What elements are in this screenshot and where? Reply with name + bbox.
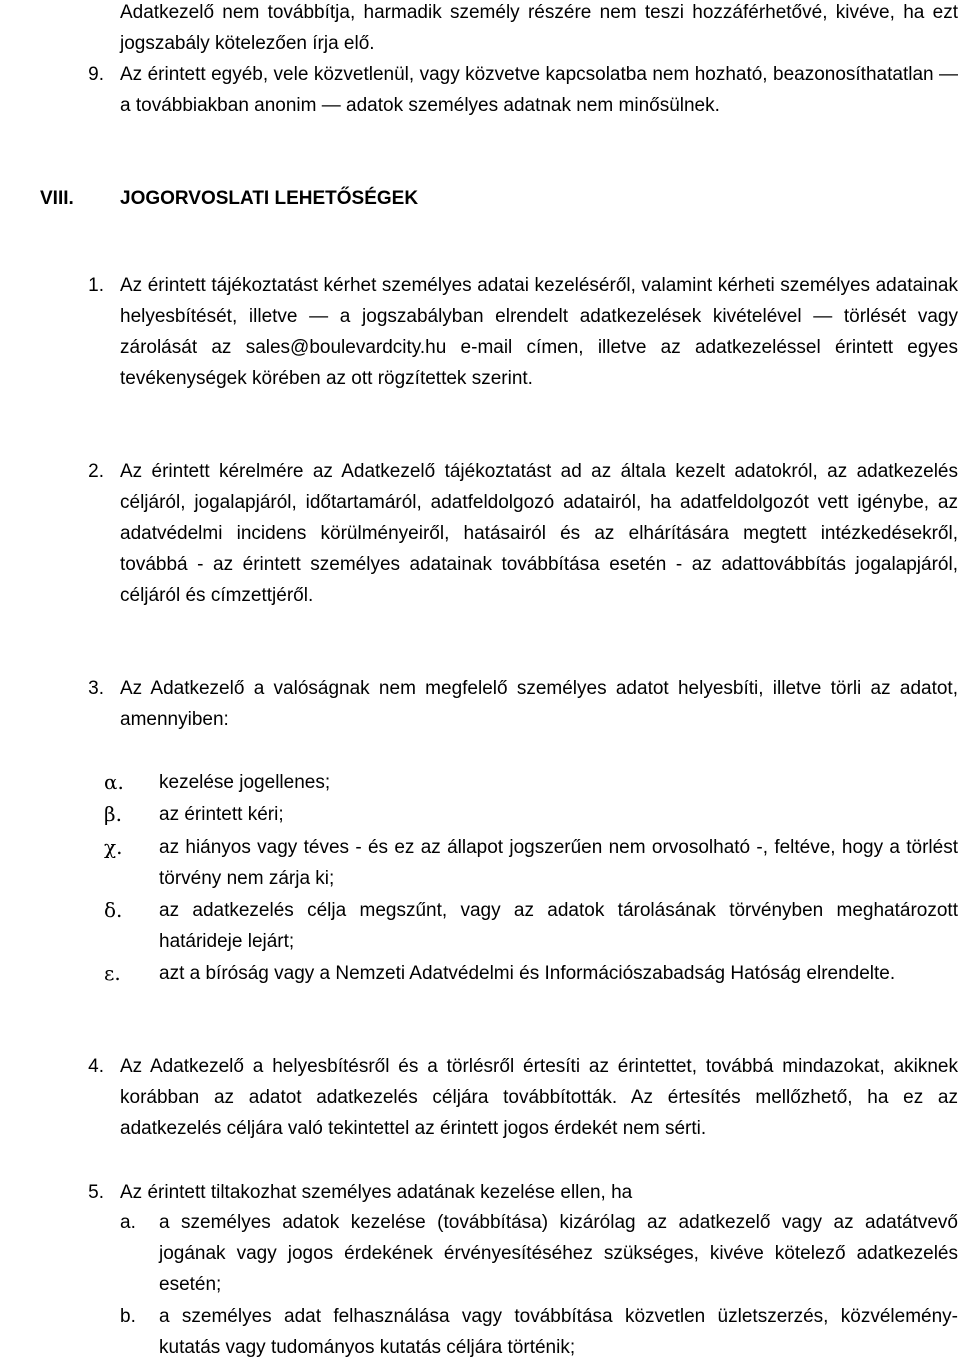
item-2-text: Az érintett kérelmére az Adatkezelő tájékoztatást ad az általa kezelt adatokról, az adatkezelés céljáról, jogalapjáról, időtartamáról, adatfeldolgozó adatairól, ha adatfeldolgozót vett igénybe, az adatvédelmi incidens körülményeiről, hatásairól és az elhárítására megtett intézkedésekről, továbbá - az érintett személyes adatainak továbbítása esetén - az adattovábbítás jogalapjáról, céljáról és címzettjéről. — [120, 461, 958, 606]
item-3-subitem-text: azt a bíróság vagy a Nemzeti Adatvédelmi és Információszabadság Hatóság elrendelte. — [159, 963, 896, 984]
item-9-text: Az érintett egyéb, vele közvetlenül, vagy közvetve kapcsolatba nem hozható, beazonosíthatatlan — a továbbiakban anonim — adatok személyes adatnak nem minősülnek. — [120, 64, 958, 116]
item-5-subitem-text: a személyes adatok kezelése (továbbítása) kizárólag az adatkezelő vagy az adatátvevő jogának vagy jogos érdekének érvényesítéséhez szükséges, kivéve kötelező adatkezelés esetén; — [159, 1212, 958, 1295]
item-5-subitem-marker: a. — [120, 1212, 136, 1233]
item-3-subitem-text: az érintett kéri; — [159, 804, 284, 825]
item-4-text: Az Adatkezelő a helyesbítésről és a törlésről értesíti az érintettet, továbbá mindazokat, akiknek korábban az adatot adatkezelés céljára továbbították. Az értesítés mellőzhető, ha ez az adatkezelés céljára való tekintettel az érintett jogos érdekét nem sérti. — [120, 1056, 958, 1139]
item-4-number: 4. — [88, 1056, 104, 1077]
item-3-subitem-marker: β. — [104, 802, 122, 826]
item-3-subitem-text: kezelése jogellenes; — [159, 772, 331, 793]
item-3-number: 3. — [88, 678, 104, 699]
intro-paragraph: Adatkezelő nem továbbítja, harmadik személy részére nem teszi hozzáférhetővé, kivéve, ha ezt jogszabály kötelezően írja elő. — [120, 2, 958, 54]
item-3-subitem-text: az adatkezelés célja megszűnt, vagy az adatok tárolásának törvényben meghatározott határideje lejárt; — [159, 900, 958, 952]
item-3-subitem-marker: α. — [104, 770, 124, 794]
item-3-text: Az Adatkezelő a valóságnak nem megfelelő személyes adatot helyesbíti, illetve törli az adatot, amennyiben: — [120, 678, 958, 730]
item-5-subitem-text: a személyes adat felhasználása vagy továbbítása közvetlen üzletszerzés, közvélemény-kutatás vagy tudományos kutatás céljára történik; — [159, 1306, 958, 1358]
item-3-subitem-marker: ε. — [104, 961, 121, 985]
item-2-number: 2. — [88, 461, 104, 482]
item-5-text: Az érintett tiltakozhat személyes adatának kezelése ellen, ha — [120, 1182, 633, 1203]
item-9-number: 9. — [88, 64, 104, 85]
section-title: JOGORVOSLATI LEHETŐSÉGEK — [120, 188, 419, 209]
item-3-subitem-text: az hiányos vagy téves - és ez az állapot jogszerűen nem orvosolható -, feltéve, hogy a törlést törvény nem zárja ki; — [159, 837, 958, 889]
item-1-text: Az érintett tájékoztatást kérhet személyes adatai kezeléséről, valamint kérheti személyes adatainak helyesbítését, illetve — a jogszabályban elrendelt adatkezelések kivételével — törlését vagy zárolását az sales@boulevardcity.hu e-mail címen, illetve az adatkezeléssel érintett egyes tevékenységek körében az ott rögzítettek szerint. — [120, 275, 958, 389]
item-1-number: 1. — [88, 275, 104, 296]
item-3-subitem-marker: χ. — [104, 835, 123, 859]
item-5-number: 5. — [88, 1182, 104, 1203]
section-number: VIII. — [40, 188, 74, 209]
item-5-subitem-marker: b. — [120, 1306, 136, 1327]
item-3-subitem-marker: δ. — [104, 898, 123, 922]
